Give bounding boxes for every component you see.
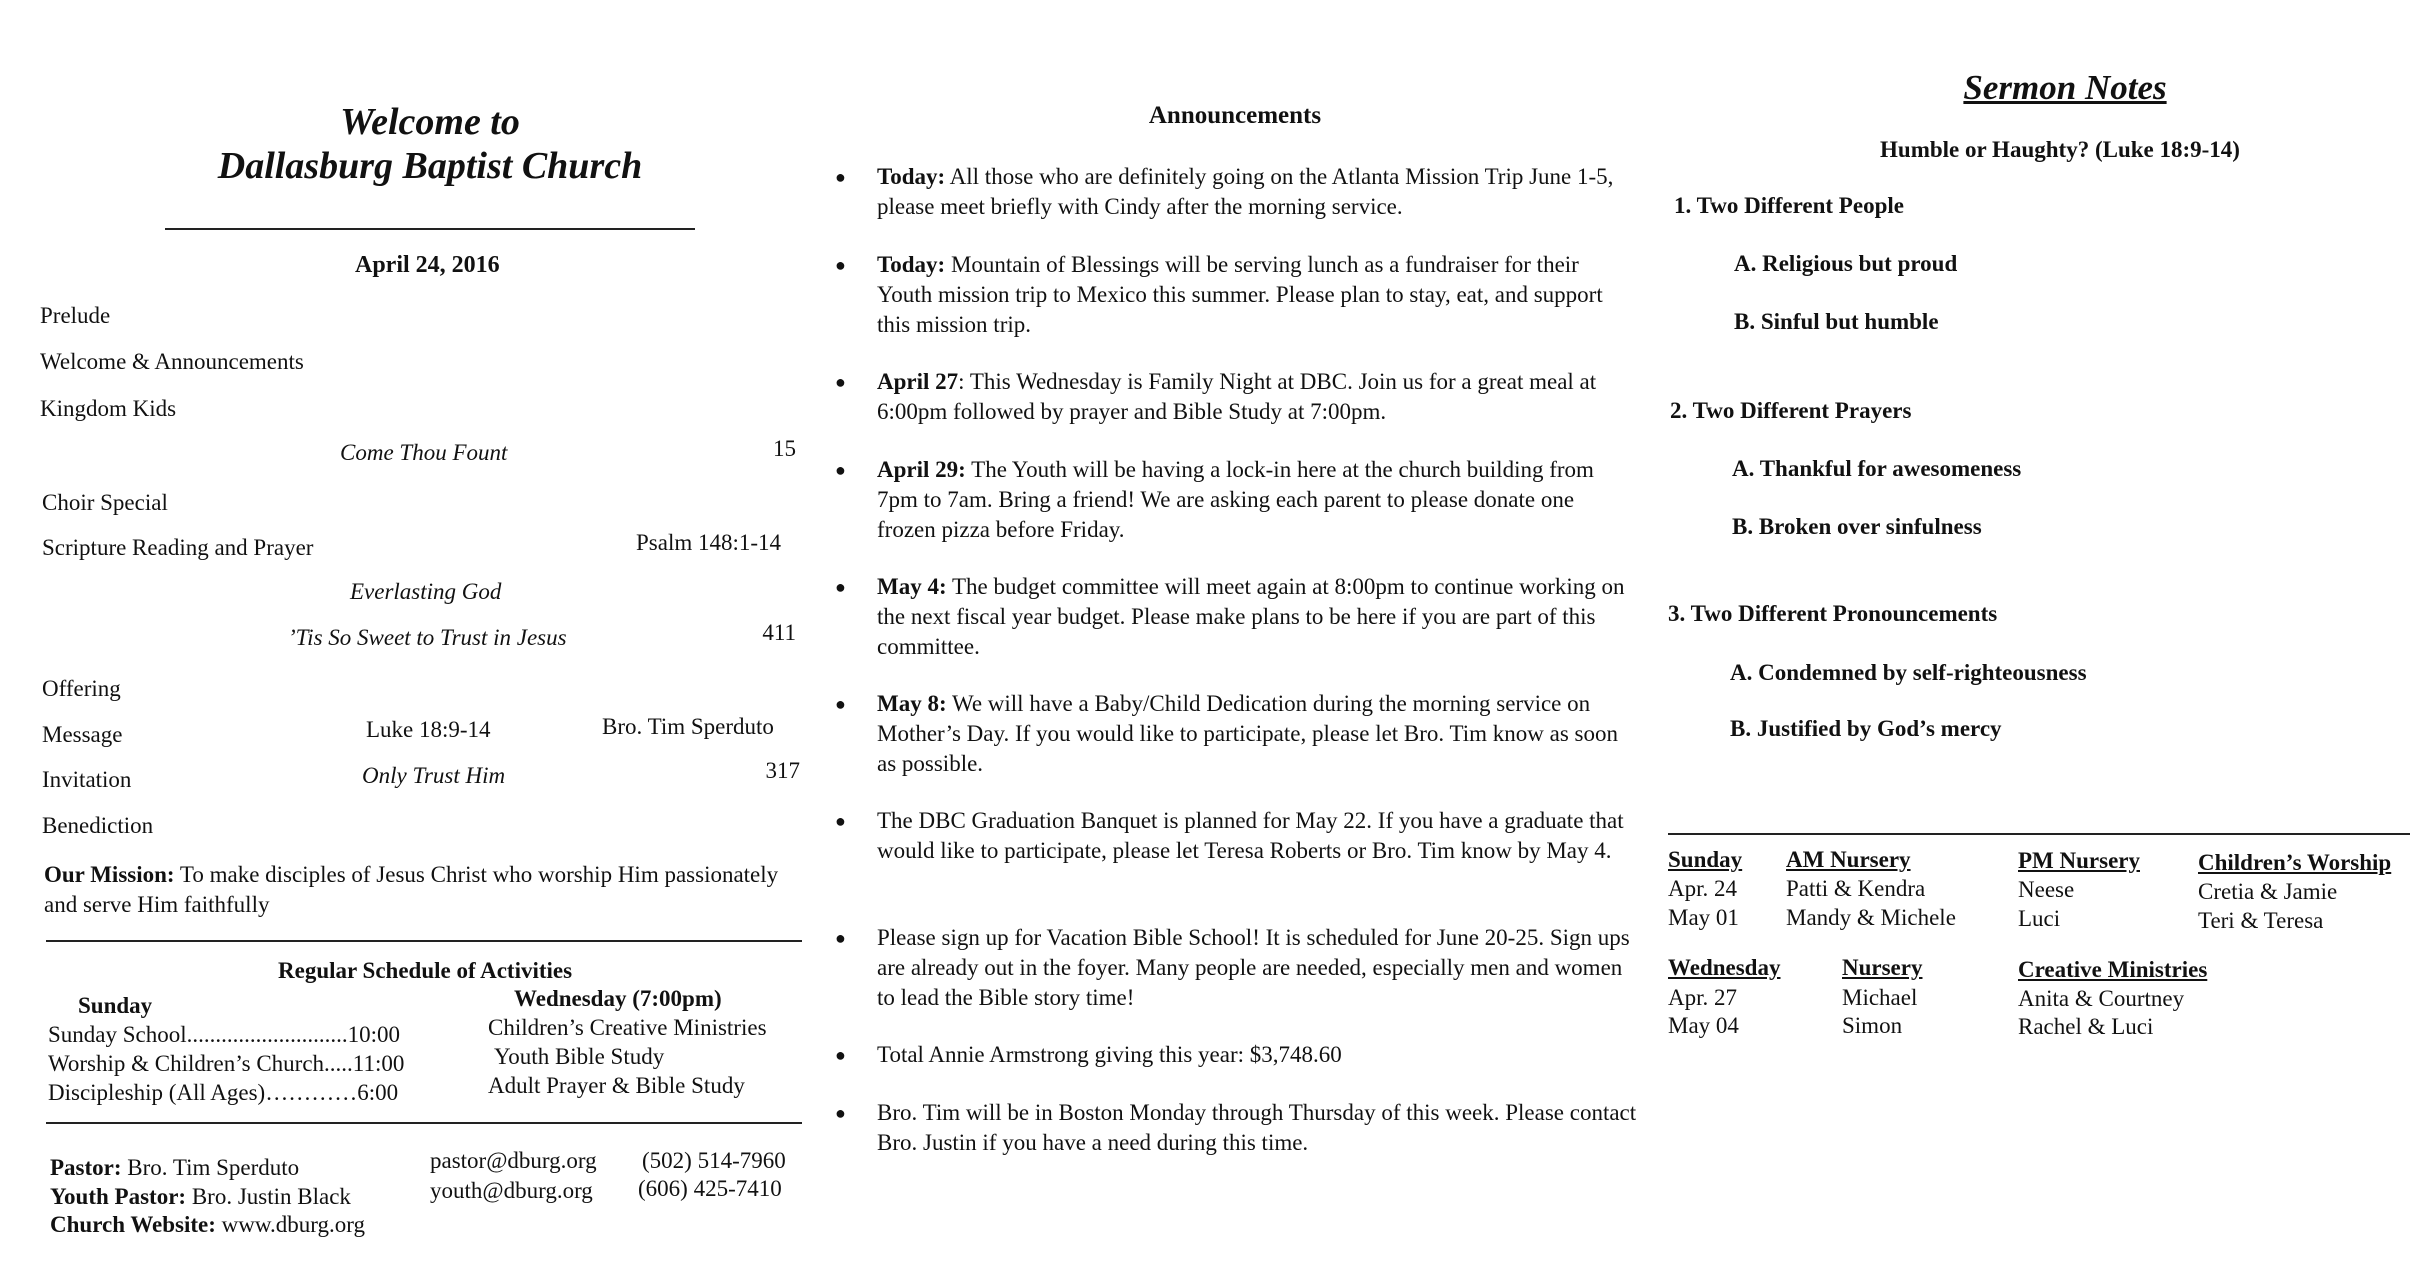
announcement-lead: April 29: <box>877 457 966 482</box>
service-item: Message <box>42 722 123 747</box>
sermon-subpoint: A. Thankful for awesomeness <box>1732 456 2022 481</box>
pastor-label: Pastor: <box>50 1155 122 1180</box>
sermon-notes-title: Sermon Notes <box>1963 68 2167 107</box>
hymn-title: Come Thou Fount <box>340 440 508 465</box>
nursery-cell: Apr. 27 <box>1668 985 1737 1010</box>
service-item: Welcome & Announcements <box>40 349 304 374</box>
service-item: Scripture Reading and Prayer <box>42 535 314 560</box>
announcement-text: We will have a Baby/Child Dedication during the morning service on Mother’s Day. If you would like to participate, please let Bro. Tim know as soon as possible. <box>877 691 1619 776</box>
title-line-2: Dallasburg Baptist Church <box>217 145 643 187</box>
announcement-text: The DBC Graduation Banquet is planned for May 22. If you have a graduate that would like to participate, please let Teresa Roberts or Bro. Tim know by May 4. <box>877 808 1624 863</box>
divider <box>46 940 802 942</box>
service-item: Kingdom Kids <box>40 396 177 421</box>
nursery-cell: Teri & Teresa <box>2198 908 2324 933</box>
sermon-subpoint: B. Sinful but humble <box>1734 309 1939 334</box>
schedule-row: Adult Prayer & Bible Study <box>488 1073 745 1098</box>
announcement-text: The Youth will be having a lock-in here at the church building from 7pm to 7am. Bring a friend! We are asking each parent to please donate one frozen pizza before Friday. <box>877 457 1594 542</box>
youth-phone: (606) 425-7410 <box>638 1176 782 1201</box>
sermon-subpoint: B. Justified by God’s mercy <box>1730 716 2002 741</box>
bullet-icon: ● <box>835 167 846 187</box>
title-line-1: Welcome to <box>340 101 520 143</box>
bullet-icon: ● <box>835 577 846 597</box>
service-item: Offering <box>42 676 121 701</box>
hymn-number: 411 <box>762 620 796 645</box>
sermon-point: 1. Two Different People <box>1674 193 1904 218</box>
pastor-line <box>50 1155 299 1181</box>
schedule-row: Discipleship (All Ages)…………6:00 <box>48 1080 399 1105</box>
announcement-lead: May 4: <box>877 574 947 599</box>
nursery-cell: Patti & Kendra <box>1786 876 1926 901</box>
nursery-cell: May 04 <box>1668 1013 1739 1038</box>
message-scripture: Luke 18:9-14 <box>366 717 491 742</box>
bullet-icon: ● <box>835 1103 846 1123</box>
schedule-title: Regular Schedule of Activities <box>278 958 573 983</box>
announcement-text: The budget committee will meet again at 8:00pm to continue working on the next fiscal year budget. Please make plans to be here if you are part of this committee. <box>877 574 1625 659</box>
nursery-cell: May 01 <box>1668 905 1739 930</box>
website-link[interactable]: www.dburg.org <box>215 1212 365 1237</box>
scripture-ref: Psalm 148:1-14 <box>636 530 782 555</box>
schedule-row: Children’s Creative Ministries <box>488 1015 767 1040</box>
nursery-cell: Neese <box>2018 877 2075 902</box>
service-item: Benediction <box>42 813 154 838</box>
mission-text: To make disciples of Jesus Christ who worship Him passionately and serve Him faithfully <box>44 862 779 917</box>
announcement-text: Mountain of Blessings will be serving lunch as a fundraiser for their Youth mission trip to Mexico this summer. Please plan to stay, eat, and support this mission trip. <box>877 252 1603 337</box>
announcement-lead: Today: <box>877 252 946 277</box>
service-item: Prelude <box>40 303 111 328</box>
nursery-header: Children’s Worship <box>2198 850 2392 875</box>
website-label: Church Website: <box>50 1212 216 1237</box>
nursery-header: Sunday <box>1668 847 1743 872</box>
nursery-cell: Simon <box>1842 1013 1903 1038</box>
sermon-subtitle: Humble or Haughty? (Luke 18:9-14) <box>1880 137 2240 162</box>
nursery-header: PM Nursery <box>2018 848 2140 873</box>
announcement-text: All those who are definitely going on the Atlanta Mission Trip June 1-5, please meet briefly with Cindy after the morning service. <box>877 164 1614 219</box>
announcement-lead: Today: <box>877 164 946 189</box>
sermon-point: 2. Two Different Prayers <box>1670 398 1912 423</box>
website-line <box>50 1212 365 1238</box>
nursery-cell: Apr. 24 <box>1668 876 1737 901</box>
announcement-text: : This Wednesday is Family Night at DBC. Join us for a great meal at 6:00pm followed by prayer and Bible Study at 7:00pm. <box>877 369 1597 424</box>
sermon-subpoint: A. Religious but proud <box>1734 251 1958 276</box>
service-item: Invitation <box>42 767 132 792</box>
sunday-heading: Sunday <box>78 993 153 1018</box>
youth-pastor-name: Bro. Justin Black <box>186 1184 351 1209</box>
bullet-icon: ● <box>835 372 846 392</box>
announcement-text: Please sign up for Vacation Bible School! It is scheduled for June 20-25. Sign ups are already out in the foyer. Many people are needed, especially men and women to lead the Bible story time! <box>877 925 1630 1010</box>
sermon-subpoint: B. Broken over sinfulness <box>1732 514 1982 539</box>
announcement-text: Total Annie Armstrong giving this year: $3,748.60 <box>877 1042 1342 1067</box>
hymn-number: 15 <box>773 436 796 461</box>
message-speaker: Bro. Tim Sperduto <box>602 714 774 739</box>
announcements-title: Announcements <box>1148 102 1322 129</box>
youth-email[interactable]: youth@dburg.org <box>430 1178 593 1203</box>
pastor-name: Bro. Tim Sperduto <box>121 1155 300 1180</box>
hymn-title: Only Trust Him <box>362 763 506 788</box>
nursery-header: Nursery <box>1842 955 1923 980</box>
pastor-email[interactable]: pastor@dburg.org <box>430 1148 597 1173</box>
announcement-lead: April 27 <box>877 369 959 394</box>
service-item: Choir Special <box>42 490 168 515</box>
mission-label: Our Mission: <box>44 862 175 887</box>
wednesday-heading: Wednesday (7:00pm) <box>514 986 722 1011</box>
pastor-phone: (502) 514-7960 <box>642 1148 786 1173</box>
nursery-cell: Mandy & Michele <box>1786 905 1956 930</box>
bullet-icon: ● <box>835 255 846 275</box>
youth-pastor-line <box>50 1184 351 1210</box>
nursery-header: Wednesday <box>1668 955 1781 980</box>
announcement-lead: May 8: <box>877 691 947 716</box>
hymn-title: ’Tis So Sweet to Trust in Jesus <box>288 625 567 650</box>
mission-statement <box>44 860 784 920</box>
sermon-point: 3. Two Different Pronouncements <box>1668 601 1998 626</box>
nursery-cell: Anita & Courtney <box>2018 986 2185 1011</box>
bullet-icon: ● <box>835 928 846 948</box>
bullet-icon: ● <box>835 1045 846 1065</box>
nursery-header: Creative Ministries <box>2018 957 2208 982</box>
schedule-row: Sunday School............................10:00 <box>48 1022 401 1047</box>
nursery-cell: Michael <box>1842 985 1918 1010</box>
nursery-header: AM Nursery <box>1786 847 1911 872</box>
bullet-icon: ● <box>835 811 846 831</box>
youth-pastor-label: Youth Pastor: <box>50 1184 187 1209</box>
divider <box>1668 833 2410 835</box>
divider <box>46 1122 802 1124</box>
nursery-cell: Luci <box>2018 906 2061 931</box>
hymn-number: 317 <box>765 758 800 783</box>
service-date: April 24, 2016 <box>355 252 500 278</box>
announcement-text: Bro. Tim will be in Boston Monday through Thursday of this week. Please contact Bro. Justin if you have a need during this time. <box>877 1100 1637 1155</box>
bullet-icon: ● <box>835 694 846 714</box>
divider <box>165 228 695 230</box>
schedule-row: Youth Bible Study <box>494 1044 665 1069</box>
schedule-row: Worship & Children’s Church.....11:00 <box>48 1051 405 1076</box>
hymn-title: Everlasting God <box>350 579 502 604</box>
nursery-cell: Rachel & Luci <box>2018 1014 2154 1039</box>
nursery-cell: Cretia & Jamie <box>2198 879 2338 904</box>
page-title <box>150 100 710 188</box>
sermon-subpoint: A. Condemned by self-righteousness <box>1730 660 2087 685</box>
bullet-icon: ● <box>835 460 846 480</box>
